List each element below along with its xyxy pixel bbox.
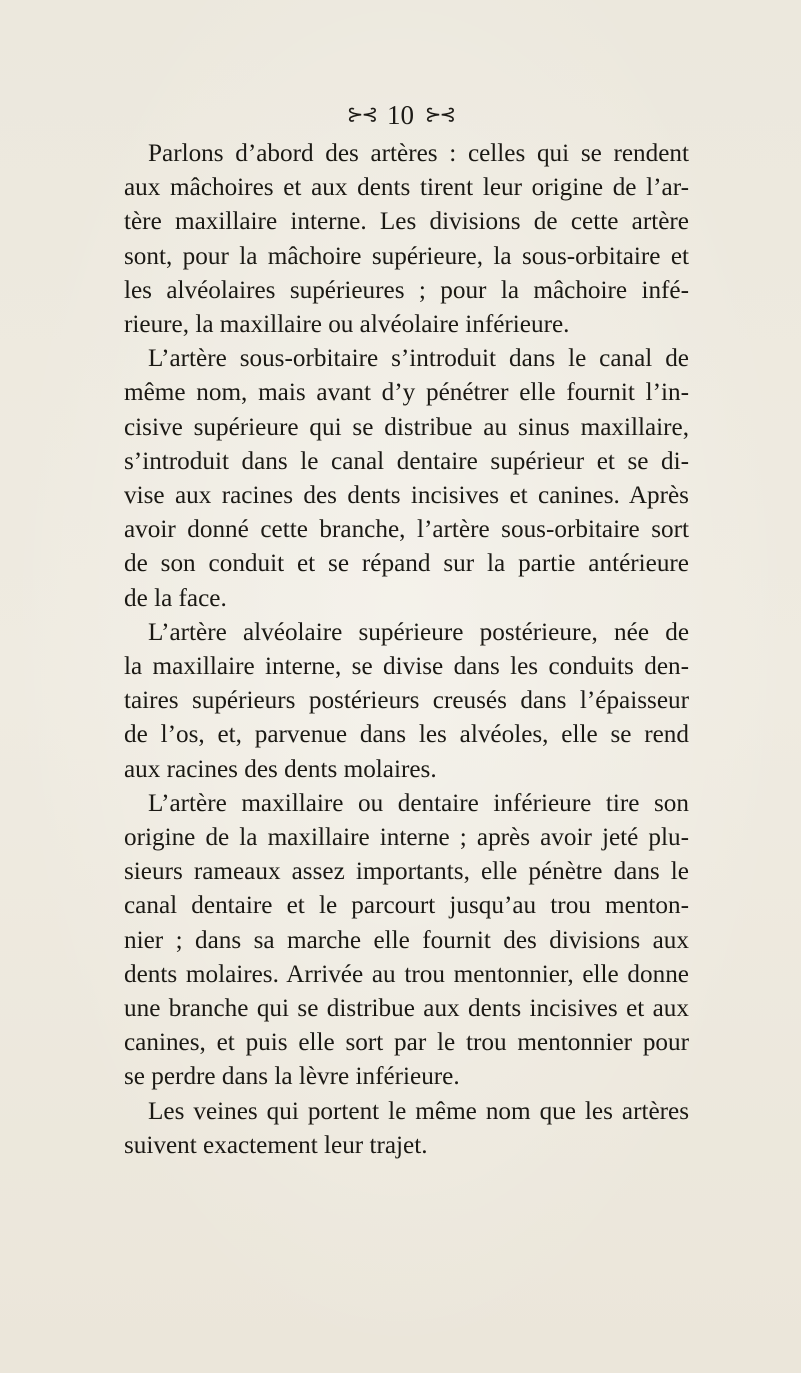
page-number: 10 xyxy=(387,100,414,130)
text-line: rieure, la maxillaire ou alvéolaire inférieure. xyxy=(124,311,570,339)
text-line: sieurs rameaux assez importants, elle pénètre dans le xyxy=(124,858,689,886)
text-line: L’artère sous-orbitaire s’introduit dans le canal de xyxy=(148,345,689,373)
text-line: suivent exactement leur trajet. xyxy=(124,1131,428,1159)
text-line: L’artère maxillaire ou dentaire inférieure tire son xyxy=(148,789,689,817)
text-line: cisive supérieure qui se distribue au sinus maxillaire, xyxy=(124,413,689,441)
text-line: taires supérieurs postérieurs creusés dans l’épaisseur xyxy=(124,687,689,715)
body-text xyxy=(124,137,689,1163)
page-header xyxy=(0,100,801,130)
ornament-right-icon: ⊱⊰ xyxy=(424,104,455,126)
text-line: aux racines des dents molaires. xyxy=(124,755,437,783)
text-line: la maxillaire interne, se divise dans les conduits den- xyxy=(124,653,689,681)
text-line: s’introduit dans le canal dentaire supérieur et se di- xyxy=(124,447,689,475)
text-line: même nom, mais avant d’y pénétrer elle fournit l’in- xyxy=(124,379,689,407)
text-line: Parlons d’abord des artères : celles qui se rendent xyxy=(148,140,689,167)
text-line: de la face. xyxy=(124,584,227,612)
text-line: une branche qui se distribue aux dents incisives et aux xyxy=(124,995,689,1023)
text-line: nier ; dans sa marche elle fournit des divisions aux xyxy=(124,926,689,954)
paragraph xyxy=(124,137,689,342)
text-line: sont, pour la mâchoire supérieure, la sous-orbitaire et xyxy=(124,242,689,270)
text-line: de son conduit et se répand sur la partie antérieure xyxy=(124,550,689,578)
text-line: vise aux racines des dents incisives et canines. Après xyxy=(124,482,689,510)
paragraph xyxy=(124,787,689,1095)
text-line: origine de la maxillaire interne ; après avoir jeté plu- xyxy=(124,824,689,852)
text-line: tère maxillaire interne. Les divisions de cette artère xyxy=(124,208,689,236)
paragraph xyxy=(124,616,689,787)
text-line: dents molaires. Arrivée au trou mentonnier, elle donne xyxy=(124,960,689,988)
paragraph xyxy=(124,1095,689,1163)
text-line: Les veines qui portent le même nom que les artères xyxy=(148,1097,689,1125)
ornament-left-icon: ⊱⊰ xyxy=(346,104,377,126)
text-line: canines, et puis elle sort par le trou mentonnier pour xyxy=(124,1029,689,1057)
text-line: de l’os, et, parvenue dans les alvéoles, elle se rend xyxy=(124,721,689,749)
text-line: les alvéolaires supérieures ; pour la mâchoire infé- xyxy=(124,276,689,304)
text-line: se perdre dans la lèvre inférieure. xyxy=(124,1063,460,1091)
paragraph xyxy=(124,342,689,616)
text-line: aux mâchoires et aux dents tirent leur origine de l’ar- xyxy=(124,174,689,202)
text-line: avoir donné cette branche, l’artère sous-orbitaire sort xyxy=(124,516,689,544)
text-line: canal dentaire et le parcourt jusqu’au trou menton- xyxy=(124,892,689,920)
text-line: L’artère alvéolaire supérieure postérieure, née de xyxy=(148,618,689,646)
